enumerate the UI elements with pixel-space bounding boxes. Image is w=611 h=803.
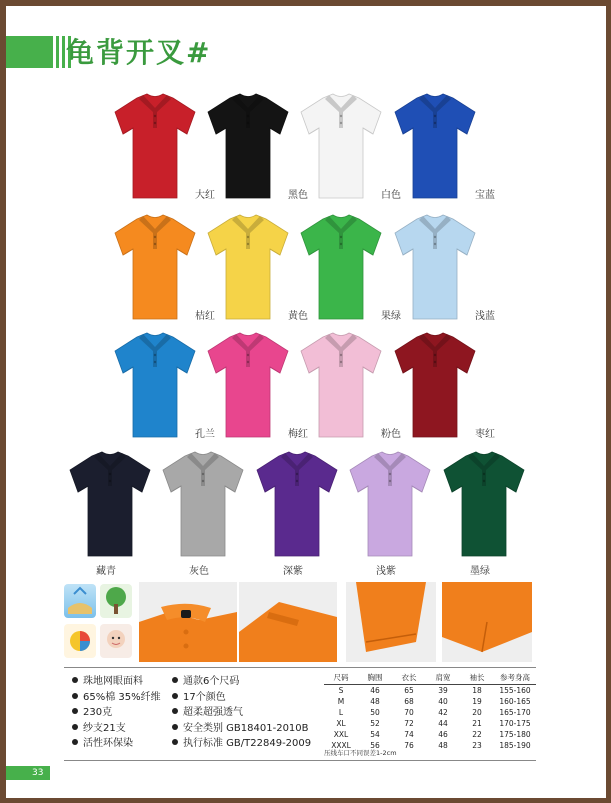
size-chart-cell: 175-180 (499, 730, 531, 739)
polo-shirt-swatch (113, 329, 197, 441)
size-chart-cell: 48 (370, 697, 380, 706)
spec-item: 超柔超强透气 (172, 705, 311, 721)
polo-shirt-swatch (206, 90, 290, 202)
size-chart-header: 肩宽 (426, 671, 460, 685)
size-chart-header: 袖长 (460, 671, 494, 685)
spec-item: 纱支21支 (72, 721, 161, 737)
size-chart-cell: 74 (404, 730, 414, 739)
size-chart-cell: 155-160 (499, 686, 531, 695)
polo-shirt-swatch (299, 329, 383, 441)
table-row (324, 685, 536, 697)
color-name-label: 墨绿 (470, 566, 490, 577)
size-chart-cell: 72 (404, 719, 414, 728)
size-chart-cell: XXXL (331, 741, 351, 750)
size-chart-header: 衣长 (392, 671, 426, 685)
info-divider-top (64, 667, 536, 668)
size-chart-cell: 39 (438, 686, 448, 695)
bullet-icon (172, 739, 178, 745)
size-chart-cell: 68 (404, 697, 414, 706)
color-name-label: 白色 (381, 190, 401, 201)
size-chart-cell: 42 (438, 708, 448, 717)
table-row (324, 696, 536, 707)
color-name-label: 浅紫 (376, 566, 396, 577)
seam-detail-photo (346, 582, 436, 662)
placket-detail-photo (239, 582, 337, 662)
spec-item: 执行标准 GB/T22849-2009 (172, 736, 311, 752)
color-name-label: 果绿 (381, 311, 401, 322)
dye-color-icon (64, 624, 96, 658)
size-chart (324, 671, 536, 751)
info-divider-bottom (64, 760, 536, 761)
polo-shirt-swatch (161, 448, 245, 560)
color-name-label: 灰色 (189, 566, 209, 577)
size-note: 压线车口不同误差1-2cm (324, 749, 397, 757)
color-name-label: 深紫 (283, 566, 303, 577)
polo-shirt-swatch (113, 90, 197, 202)
page-number: 33 (32, 768, 44, 778)
size-chart-cell: 56 (370, 741, 380, 750)
size-chart-cell: S (338, 686, 344, 695)
size-chart-header: 参考身高 (494, 671, 536, 685)
size-chart-cell: 50 (370, 708, 380, 717)
size-chart-cell: 21 (472, 719, 482, 728)
size-chart-header: 尺码 (324, 671, 358, 685)
spec-item: 活性环保染 (72, 736, 161, 752)
size-chart-cell: 52 (370, 719, 380, 728)
baby-safe-icon (100, 624, 132, 658)
polo-shirt-swatch (299, 90, 383, 202)
size-chart-header: 胸围 (358, 671, 392, 685)
size-chart-cell: 44 (438, 719, 448, 728)
catalog-page (6, 6, 606, 798)
size-chart-cell: 165-170 (499, 708, 531, 717)
size-chart-cell: 18 (472, 686, 482, 695)
polo-shirt-swatch (206, 211, 290, 323)
polo-shirt-swatch (348, 448, 432, 560)
breathable-fabric-icon (64, 584, 96, 618)
color-name-label: 藏青 (96, 566, 116, 577)
color-name-label: 宝蓝 (475, 190, 495, 201)
bullet-icon (172, 708, 178, 714)
polo-shirt-swatch (206, 329, 290, 441)
page-title: 龟背开叉# (66, 36, 212, 69)
polo-shirt-swatch (255, 448, 339, 560)
size-chart-cell: 46 (438, 730, 448, 739)
fabric-spec-list (72, 674, 161, 752)
polo-shirt-swatch (442, 448, 526, 560)
size-chart-cell: 76 (404, 741, 414, 750)
spec-item: 珠地网眼面料 (72, 674, 161, 690)
size-chart-cell: 48 (438, 741, 448, 750)
header-accent-bar (6, 36, 50, 68)
size-chart-cell: 170-175 (499, 719, 531, 728)
size-chart-cell: 19 (472, 697, 482, 706)
size-chart-cell: 46 (370, 686, 380, 695)
color-name-label: 浅蓝 (475, 311, 495, 322)
bullet-icon (172, 724, 178, 730)
size-chart-cell: 23 (472, 741, 482, 750)
feature-icons (64, 582, 136, 662)
spec-item: 65%棉 35%纤维 (72, 690, 161, 706)
polo-shirt-swatch (299, 211, 383, 323)
color-name-label: 黄色 (288, 311, 308, 322)
spec-item: 17个颜色 (172, 690, 311, 706)
color-name-label: 黑色 (288, 190, 308, 201)
size-chart-cell: 40 (438, 697, 448, 706)
size-chart-cell: 70 (404, 708, 414, 717)
bullet-icon (172, 693, 178, 699)
table-row (324, 718, 536, 729)
spec-item: 230克 (72, 705, 161, 721)
table-row (324, 729, 536, 740)
polo-shirt-swatch (68, 448, 152, 560)
polo-shirt-swatch (393, 211, 477, 323)
polo-shirt-swatch (113, 211, 197, 323)
size-chart-cell: M (337, 697, 345, 706)
bullet-icon (72, 708, 78, 714)
color-name-label: 桔红 (195, 311, 215, 322)
size-chart-cell: 160-165 (499, 697, 531, 706)
color-name-label: 粉色 (381, 429, 401, 440)
bullet-icon (72, 739, 78, 745)
size-chart-cell: 22 (472, 730, 482, 739)
size-chart-cell: XXL (333, 730, 349, 739)
size-chart-cell: XL (336, 719, 346, 728)
bullet-icon (72, 677, 78, 683)
bullet-icon (72, 724, 78, 730)
size-chart-cell: L (338, 708, 344, 717)
bullet-icon (172, 677, 178, 683)
color-name-label: 大红 (195, 190, 215, 201)
color-name-label: 梅红 (288, 429, 308, 440)
spec-item: 通款6个尺码 (172, 674, 311, 690)
collar-detail-photo (139, 582, 237, 662)
size-chart-cell: 54 (370, 730, 380, 739)
size-chart-cell: 20 (472, 708, 482, 717)
vent-detail-photo (442, 582, 532, 662)
eco-tree-icon (100, 584, 132, 618)
polo-shirt-swatch (393, 90, 477, 202)
product-spec-list (172, 674, 311, 752)
polo-shirt-swatch (393, 329, 477, 441)
color-name-label: 孔兰 (195, 429, 215, 440)
spec-item: 安全类别 GB18401-2010B (172, 721, 311, 737)
size-chart-cell: 65 (404, 686, 414, 695)
bullet-icon (72, 693, 78, 699)
color-name-label: 枣红 (475, 429, 495, 440)
size-chart-cell: 185-190 (499, 741, 531, 750)
table-row (324, 707, 536, 718)
